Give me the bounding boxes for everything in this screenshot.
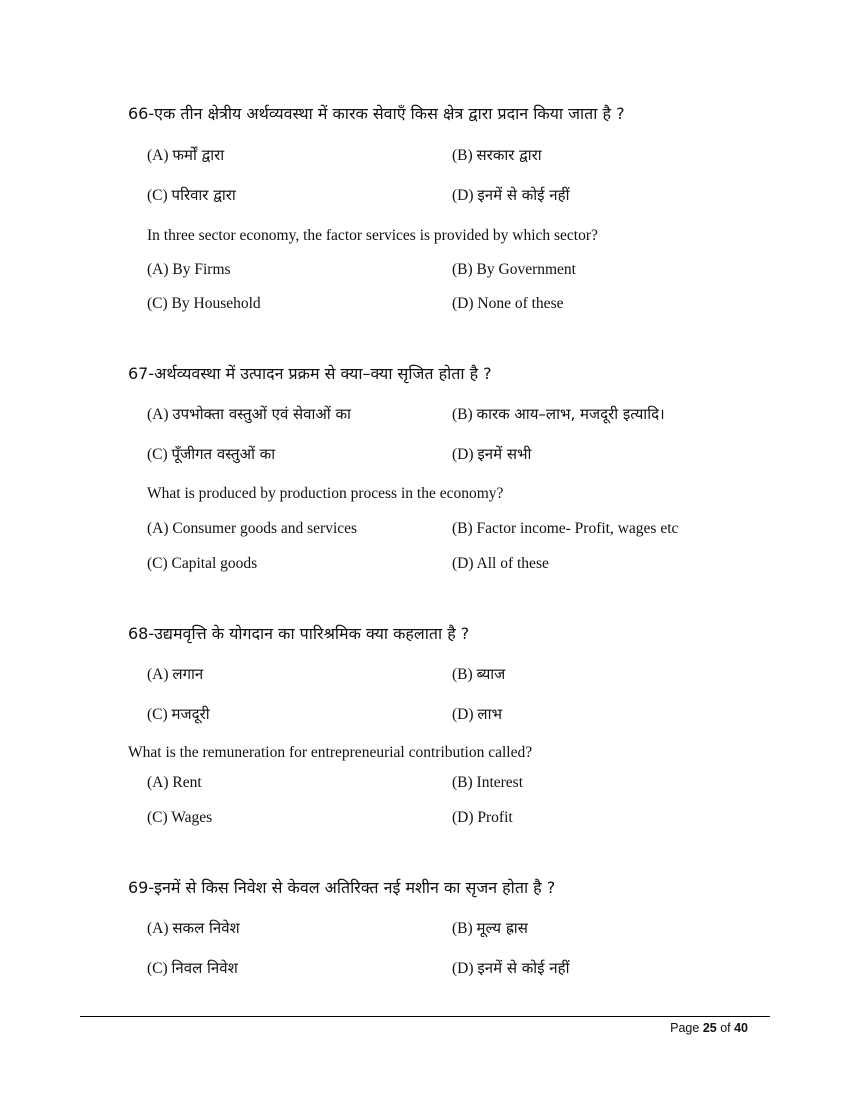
q66-hindi-option-b: (B) सरकार द्वारा	[452, 146, 542, 164]
q66-hindi-option-d: (D) इनमें से कोई नहीं	[452, 186, 570, 204]
question-68-hindi: 68-उद्यमवृत्ति के योगदान का पारिश्रमिक क्या कहलाता है ?	[128, 624, 470, 643]
q66-english-option-c: (C) By Household	[147, 295, 261, 312]
q66-english-option-a: (A) By Firms	[147, 261, 231, 278]
q69-hindi-option-a: (A) सकल निवेश	[147, 919, 240, 937]
q69-hindi-option-b: (B) मूल्य ह्रास	[452, 919, 528, 937]
q66-english-option-d: (D) None of these	[452, 295, 564, 312]
question-67-english: What is produced by production process in the economy?	[147, 485, 504, 502]
q68-english-option-d: (D) Profit	[452, 809, 513, 826]
question-68-english: What is the remuneration for entrepreneurial contribution called?	[128, 744, 533, 761]
q66-english-option-b: (B) By Government	[452, 261, 576, 278]
question-67-hindi: 67-अर्थव्यवस्था में उत्पादन प्रक्रम से क्या–क्या सृजित होता है ?	[128, 364, 492, 383]
q68-hindi-option-d: (D) लाभ	[452, 705, 503, 723]
q67-hindi-option-a: (A) उपभोक्ता वस्तुओं एवं सेवाओं का	[147, 405, 351, 423]
q68-english-option-a: (A) Rent	[147, 774, 202, 791]
q69-hindi-option-c: (C) निवल निवेश	[147, 959, 238, 977]
q68-hindi-option-a: (A) लगान	[147, 665, 204, 683]
footer-divider	[80, 1016, 770, 1017]
q67-hindi-option-c: (C) पूँजीगत वस्तुओं का	[147, 445, 276, 463]
q69-hindi-option-d: (D) इनमें से कोई नहीं	[452, 959, 570, 977]
question-66-english: In three sector economy, the factor services is provided by which sector?	[147, 227, 598, 244]
question-69-hindi: 69-इनमें से किस निवेश से केवल अतिरिक्त नई मशीन का सृजन होता है ?	[128, 878, 556, 897]
q68-english-option-b: (B) Interest	[452, 774, 524, 791]
q67-english-option-c: (C) Capital goods	[147, 555, 258, 572]
question-66-hindi: 66-एक तीन क्षेत्रीय अर्थव्यवस्था में कारक सेवाएँ किस क्षेत्र द्वारा प्रदान किया जाता है ?	[128, 104, 625, 123]
q67-english-option-a: (A) Consumer goods and services	[147, 520, 358, 537]
q67-english-option-b: (B) Factor income- Profit, wages etc	[452, 520, 679, 537]
q67-english-option-d: (D) All of these	[452, 555, 549, 572]
q67-hindi-option-d: (D) इनमें सभी	[452, 445, 532, 463]
q66-hindi-option-c: (C) परिवार द्वारा	[147, 186, 236, 204]
q68-hindi-option-b: (B) ब्याज	[452, 665, 506, 683]
q66-hindi-option-a: (A) फर्मों द्वारा	[147, 146, 225, 164]
q68-english-option-c: (C) Wages	[147, 809, 213, 826]
q68-hindi-option-c: (C) मजदूरी	[147, 705, 210, 723]
page-number: Page 25 of 40	[670, 1021, 748, 1035]
q67-hindi-option-b: (B) कारक आय–लाभ, मजदूरी इत्यादि।	[452, 405, 665, 423]
